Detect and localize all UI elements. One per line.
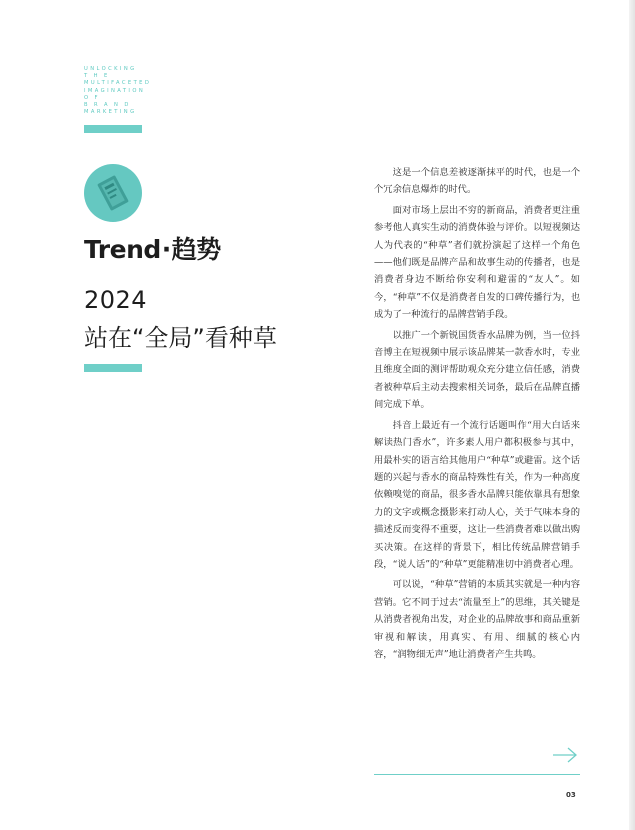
section-title xyxy=(84,230,221,266)
article-paragraph: 抖音上最近有一个流行话题叫作“用大白话来解读热门香水”，许多素人用户都积极参与其中，用最朴实的语言给其他用户“种草”或避雷。这个话题的兴起与香水的商品特殊性有关，作为一种高度依赖嗅觉的商品，很多香水品牌只能依靠具有想象力的文字或概念摄影来打动人心，关于气味本身的描述反而变得不重要，这让一些消费者难以做出购买决策。在这样的背景下，相比传统品牌营销手段，“说人话”的“种草”更能精准切中消费者心理。 xyxy=(374,419,580,570)
article-paragraph: 面对市场上层出不穷的新商品，消费者更注重参考他人真实生动的消费体验与评价。以短视频达人为代表的“种草”者们就扮演起了这样一个角色——他们既是品牌产品和故事生动的传播者，也是消费者身边不断给你安利和避雷的“友人”。如今，“种草”不仅是消费者自发的口碑传播行为，也成为了一种流行的品牌营销手段。 xyxy=(374,204,580,321)
arrow-right-icon[interactable] xyxy=(551,745,579,765)
page-number: 03 xyxy=(566,791,576,799)
headline-accent-bar xyxy=(84,364,142,372)
article-paragraph: 可以说，“种草”营销的本质其实就是一种内容营销。它不同于过去“流量至上”的思维，其关键是从消费者视角出发，对企业的品牌故事和商品重新审视和解读，用真实、有用、细腻的核心内容，“润物细无声”地让消费者产生共鸣。 xyxy=(374,579,580,660)
kicker-line: IMAGINATION xyxy=(84,87,146,94)
headline-title: 站在“全局”看种草 xyxy=(84,324,277,352)
article-body xyxy=(374,164,580,666)
kicker-line: B R A N D xyxy=(84,102,131,109)
section-badge xyxy=(84,164,142,222)
kicker-accent-bar xyxy=(84,125,142,133)
section-title-separator: · xyxy=(161,235,171,264)
article-paragraph: 这是一个信息差被逐渐抹平的时代，也是一个个冗余信息爆炸的时代。 xyxy=(374,167,580,196)
headline-year: 2024 xyxy=(84,286,148,314)
card-icon xyxy=(84,164,142,222)
kicker-line: MULTIFACETED xyxy=(84,80,152,87)
section-title-en: Trend xyxy=(84,235,161,264)
footer-rule xyxy=(374,774,580,775)
kicker-text xyxy=(84,66,152,116)
page-edge xyxy=(629,0,635,830)
kicker-line: O F xyxy=(84,94,100,101)
kicker-line: UNLOCKING xyxy=(84,66,137,72)
kicker-line: T H E xyxy=(84,73,110,80)
article-paragraph: 以推广一个新锐国货香水品牌为例，当一位抖音博主在短视频中展示该品牌某一款香水时，专业且维度全面的测评帮助观众充分建立信任感，消费者被种草后主动去搜索相关词条，最后在品牌直播间完成下单。 xyxy=(374,329,580,411)
kicker-line: MARKETING xyxy=(84,109,137,116)
section-title-zh: 趋势 xyxy=(171,235,221,264)
